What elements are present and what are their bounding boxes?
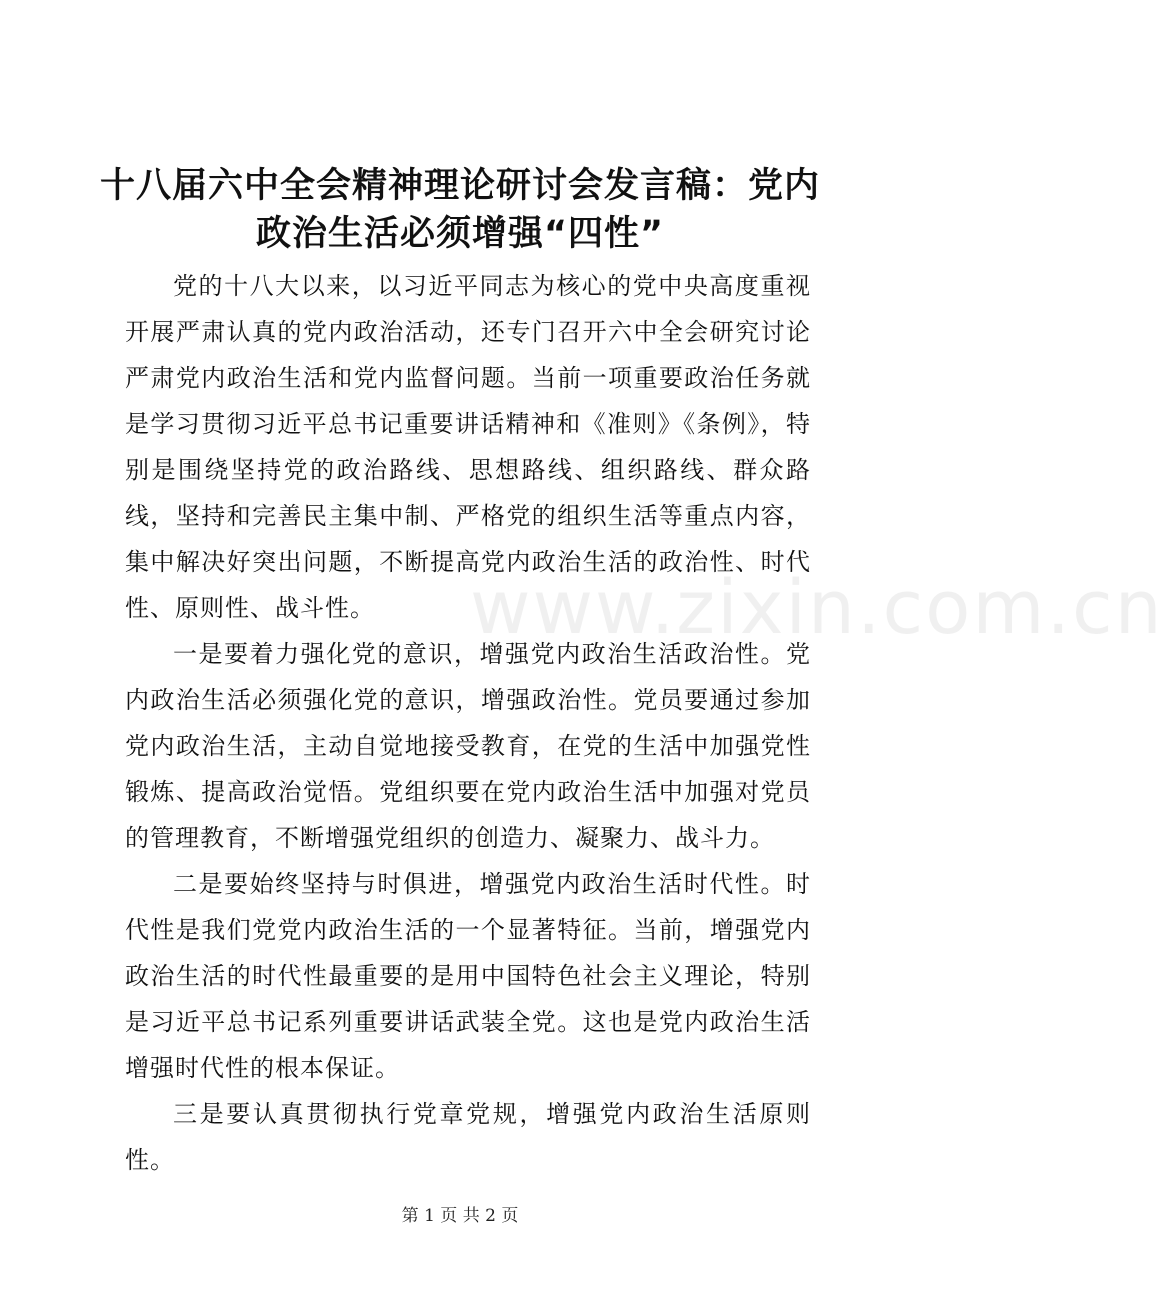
document-body	[125, 263, 811, 1183]
paragraph-intro: 党的十八大以来，以习近平同志为核心的党中央高度重视开展严肃认真的党内政治活动，还专门召开六中全会研究讨论严肃党内政治生活和党内监督问题。当前一项重要政治任务就是学习贯彻习近平总书记重要讲话精神和《准则》《条例》，特别是围绕坚持党的政治路线、思想路线、组织路线、群众路线，坚持和完善民主集中制、严格党的组织生活等重点内容，集中解决好突出问题，不断提高党内政治生活的政治性、时代性、原则性、战斗性。	[125, 272, 811, 622]
paragraph-one: 一是要着力强化党的意识，增强党内政治生活政治性。党内政治生活必须强化党的意识，增强政治性。党员要通过参加党内政治生活，主动自觉地接受教育，在党的生活中加强党性锻炼、提高政治觉悟。党组织要在党内政治生活中加强对党员的管理教育，不断增强党组织的创造力、凝聚力、战斗力。	[125, 640, 811, 852]
paragraph-two: 二是要始终坚持与时俱进，增强党内政治生活时代性。时代性是我们党党内政治生活的一个显著特征。当前，增强党内政治生活的时代性最重要的是用中国特色社会主义理论，特别是习近平总书记系列重要讲话武装全党。这也是党内政治生活增强时代性的根本保证。	[125, 870, 811, 1082]
document-title: 十八届六中全会精神理论研讨会发言稿：党内政治生活必须增强“四性”	[100, 166, 821, 254]
watermark-text: www.zixin.com.cn	[470, 565, 1164, 651]
paragraph-three: 三是要认真贯彻执行党章党规，增强党内政治生活原则性。	[125, 1100, 811, 1174]
page-number-footer: 第 1 页 共 2 页	[401, 1206, 519, 1226]
